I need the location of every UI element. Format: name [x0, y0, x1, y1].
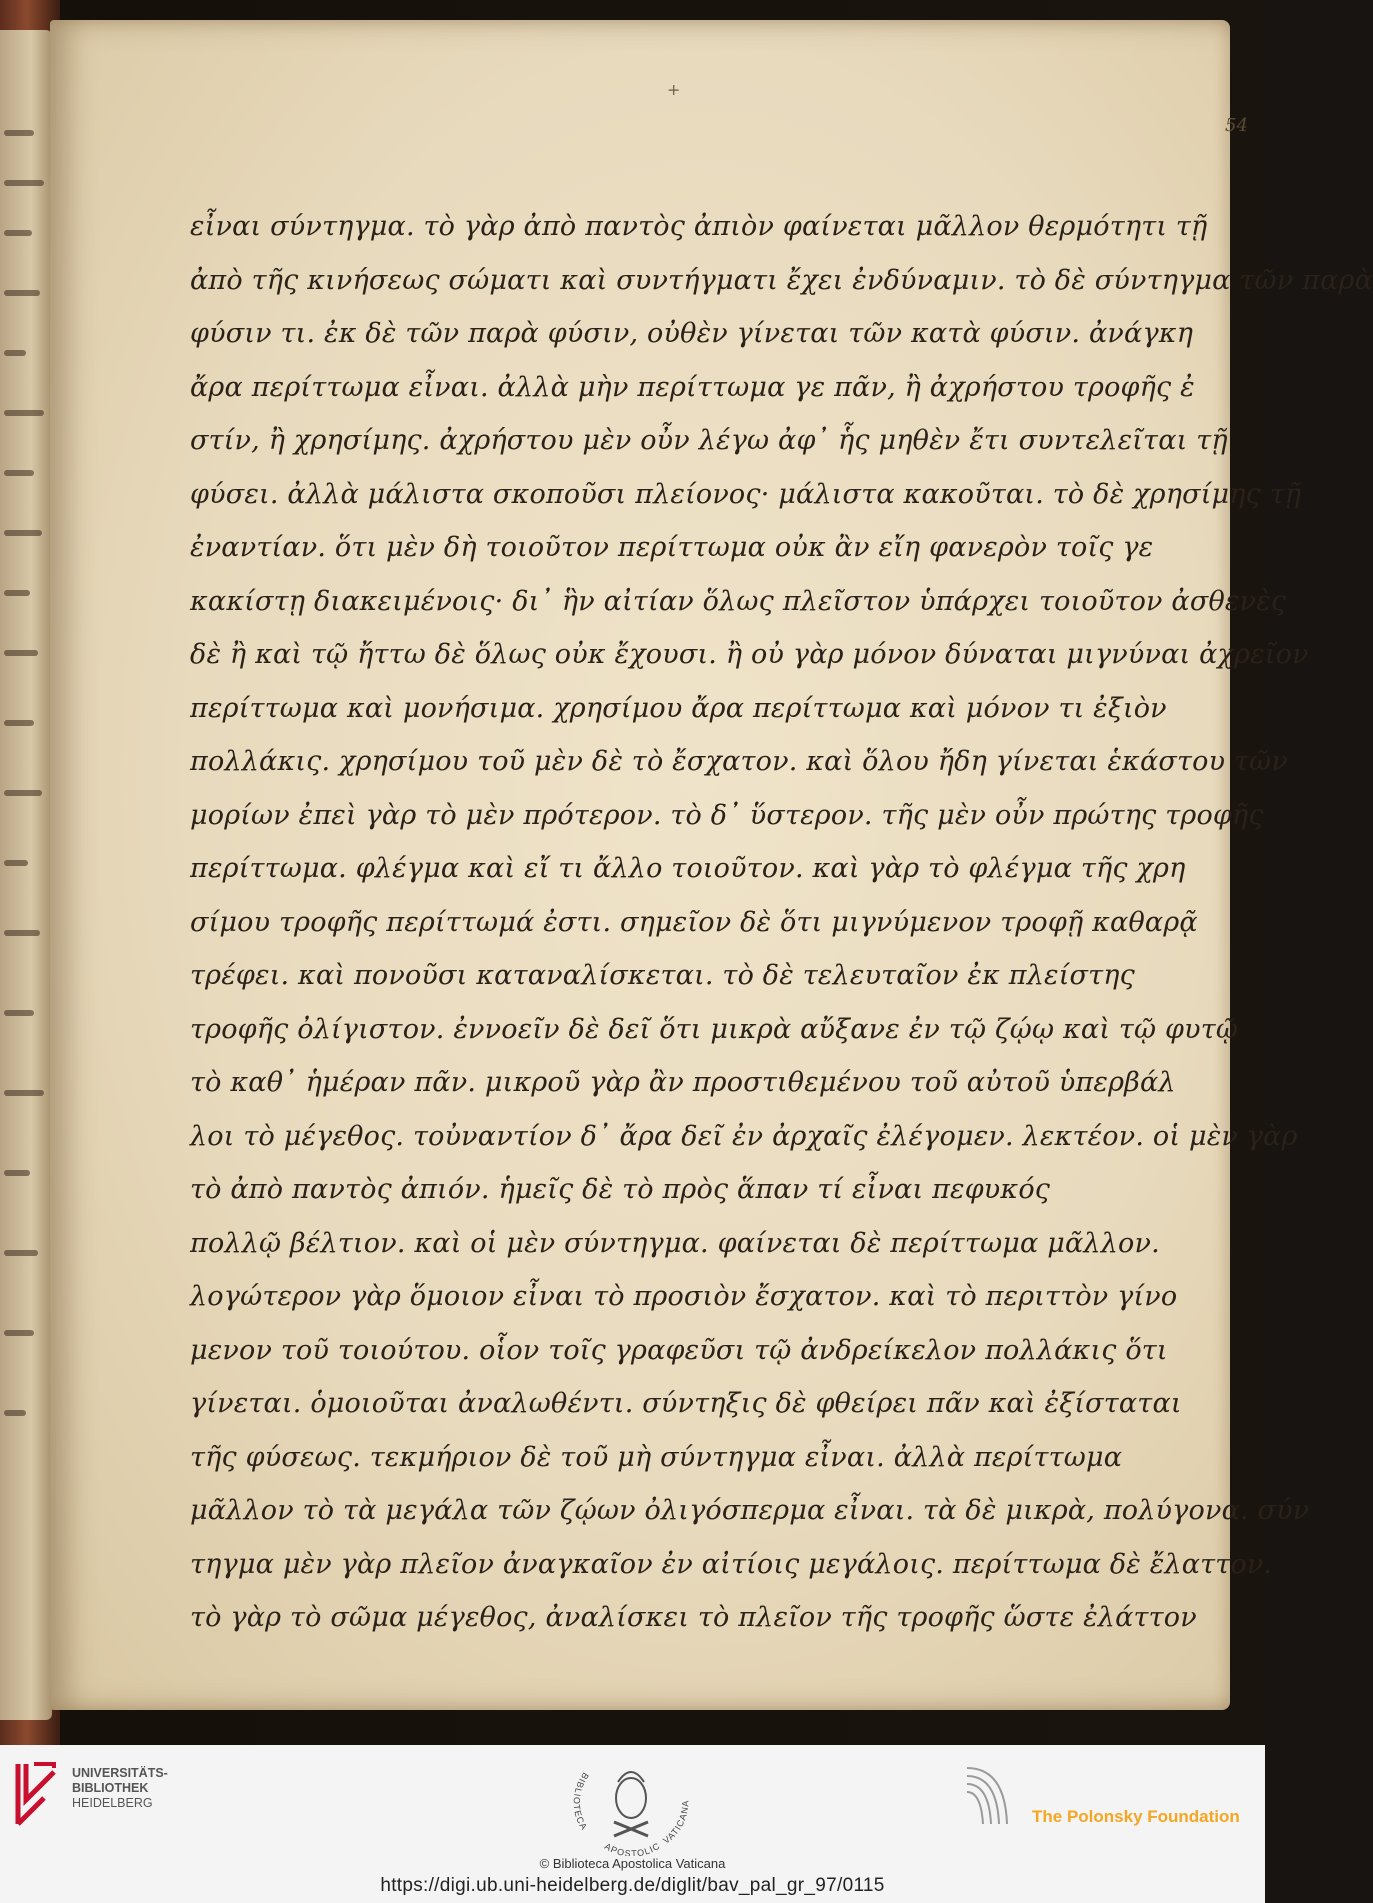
- manuscript-line: τῆς φύσεως. τεκμήριον δὲ τοῦ μὴ σύντηγμα εἶναι. ἀλλὰ περίττωμα: [190, 1441, 1123, 1473]
- manuscript-line: τροφῆς ὀλίγιστον. ἐννοεῖν δὲ δεῖ ὅτι μικρὰ αὔξανε ἐν τῷ ζῴῳ καὶ τῷ φυτῷ: [190, 1013, 1239, 1045]
- manuscript-line: τὸ γὰρ τὸ σῶμα μέγεθος, ἀναλίσκει τὸ πλεῖον τῆς τροφῆς ὥστε ἐλάττον: [190, 1602, 1197, 1633]
- ub-line-2: BIBLIOTHEK: [72, 1781, 149, 1795]
- polonsky-foundation-label[interactable]: The Polonsky Foundation: [1032, 1807, 1240, 1826]
- manuscript-line: μενον τοῦ τοιούτου. οἷον τοῖς γραφεῦσι τῷ ἀνδρείκελον πολλάκις ὅτι: [190, 1334, 1168, 1366]
- top-cross-mark: +: [667, 80, 681, 99]
- manuscript-line: πολλῷ βέλτιον. καὶ οἱ μὲν σύντηγμα. φαίνεται δὲ περίττωμα μᾶλλον.: [190, 1227, 1160, 1259]
- manuscript-line: τρέφει. καὶ πονοῦσι καταναλίσκεται. τὸ δὲ τελευταῖον ἐκ πλείστης: [190, 960, 1135, 991]
- manuscript-line: ἄρα περίττωμα εἶναι. ἀλλὰ μὴν περίττωμα γε πᾶν, ἢ ἀχρήστου τροφῆς ἐ: [190, 371, 1195, 403]
- folio-number: 54: [1225, 115, 1248, 136]
- manuscript-line: ἀπὸ τῆς κινήσεως σώματι καὶ συντήγματι ἔχει ἐνδύναμιν. τὸ δὲ σύντηγμα τῶν παρὰ: [190, 264, 1373, 296]
- manuscript-line: κακίστῃ διακειμένοις· δι᾽ ἣν αἰτίαν ὅλως πλεῖστον ὑπάρχει τοιοῦτον ἀσθενὲς: [190, 585, 1287, 617]
- ub-line-3: HEIDELBERG: [72, 1796, 153, 1810]
- manuscript-line: μορίων ἐπεὶ γὰρ τὸ μὲν πρότερον. τὸ δ᾽ ὕστερον. τῆς μὲν οὖν πρώτης τροφῆς: [190, 799, 1264, 831]
- vatican-arc-bottom: APOSTOLIC: [602, 1840, 663, 1856]
- manuscript-line: ἐναντίαν. ὅτι μὲν δὴ τοιοῦτον περίττωμα οὐκ ἂν εἴη φανερὸν τοῖς γε: [190, 532, 1154, 563]
- manuscript-line: περίττωμα καὶ μονήσιμα. χρησίμου ἄρα περίττωμα καὶ μόνον τι ἐξιὸν: [190, 692, 1167, 724]
- svg-text:BIBLIOTECA: [572, 1771, 591, 1832]
- manuscript-line: δὲ ἢ καὶ τῷ ἤττω δὲ ὅλως οὐκ ἔχουσι. ἢ οὐ γὰρ μόνον δύναται μιγνύναι ἀχρεῖον: [190, 639, 1309, 670]
- ub-line-1: UNIVERSITÄTS-: [72, 1766, 168, 1780]
- manuscript-line: εἶναι σύντηγμα. τὸ γὰρ ἀπὸ παντὸς ἀπιὸν φαίνεται μᾶλλον θερμότητι τῇ: [190, 211, 1208, 242]
- facing-page-edge: [0, 30, 52, 1720]
- manuscript-line: φύσιν τι. ἐκ δὲ τῶν παρὰ φύσιν, οὐθὲν γίνεται τῶν κατὰ φύσιν. ἀνάγκη: [190, 318, 1194, 349]
- manuscript-line: περίττωμα. φλέγμα καὶ εἴ τι ἄλλο τοιοῦτον. καὶ γὰρ τὸ φλέγμα τῆς χρη: [190, 853, 1186, 884]
- manuscript-line: τὸ ἀπὸ παντὸς ἀπιόν. ἡμεῖς δὲ τὸ πρὸς ἅπαν τί εἶναι πεφυκός: [190, 1174, 1051, 1205]
- copyright-notice: © Biblioteca Apostolica Vaticana: [539, 1856, 726, 1871]
- vatican-arc-left: BIBLIOTECA: [571, 1770, 591, 1833]
- manuscript-text: [190, 200, 1373, 1645]
- manuscript-line: λοι τὸ μέγεθος. τοὐναντίον δ᾽ ἄρα δεῖ ἐν ἀρχαῖς ἐλέγομεν. λεκτέον. οἱ μὲν γὰρ: [190, 1120, 1298, 1152]
- manuscript-line: φύσει. ἀλλὰ μάλιστα σκοποῦσι πλείονος· μάλιστα κακοῦται. τὸ δὲ χρησίμης τῇ: [190, 478, 1302, 510]
- vatican-arc-right: VATICANA: [661, 1799, 691, 1846]
- ub-heidelberg-wordmark[interactable]: [72, 1766, 168, 1811]
- manuscript-line: στίν, ἢ χρησίμης. ἀχρήστου μὲν οὖν λέγω ἀφ᾽ ἧς μηθὲν ἔτι συντελεῖται τῇ: [190, 425, 1228, 456]
- manuscript-page: [50, 20, 1373, 1710]
- ub-heidelberg-logo-icon[interactable]: [14, 1760, 66, 1832]
- manuscript-line: τὸ καθ᾽ ἡμέραν πᾶν. μικροῦ γὰρ ἂν προστιθεμένου τοῦ αὐτοῦ ὑπερβάλ: [190, 1067, 1176, 1098]
- manuscript-line: λογώτερον γὰρ ὅμοιον εἶναι τὸ προσιὸν ἔσχατον. καὶ τὸ περιττὸν γίνο: [190, 1281, 1178, 1312]
- svg-text:VATICANA: [661, 1800, 690, 1846]
- polonsky-foundation-arcs-icon[interactable]: [965, 1764, 1029, 1832]
- permalink-url[interactable]: https://digi.ub.uni-heidelberg.de/diglit/bav_pal_gr_97/0115: [380, 1875, 885, 1896]
- manuscript-line: μᾶλλον τὸ τὰ μεγάλα τῶν ζῴων ὀλιγόσπερμα εἶναι. τὰ δὲ μικρὰ, πολύγονα. σύν: [190, 1495, 1310, 1526]
- manuscript-line: τηγμα μὲν γὰρ πλεῖον ἀναγκαῖον ἐν αἰτίοις μεγάλοις. περίττωμα δὲ ἔλαττον.: [190, 1548, 1273, 1580]
- manuscript-line: σίμου τροφῆς περίττωμά ἐστι. σημεῖον δὲ ὅτι μιγνύμενον τροφῇ καθαρᾷ: [190, 906, 1198, 938]
- vatican-library-seal-icon[interactable]: [556, 1752, 706, 1860]
- manuscript-line: πολλάκις. χρησίμου τοῦ μὲν δὲ τὸ ἔσχατον. καὶ ὅλου ἤδη γίνεται ἑκάστου τῶν: [190, 746, 1288, 777]
- manuscript-line: γίνεται. ὁμοιοῦται ἀναλωθέντι. σύντηξις δὲ φθείρει πᾶν καὶ ἐξίσταται: [190, 1388, 1182, 1419]
